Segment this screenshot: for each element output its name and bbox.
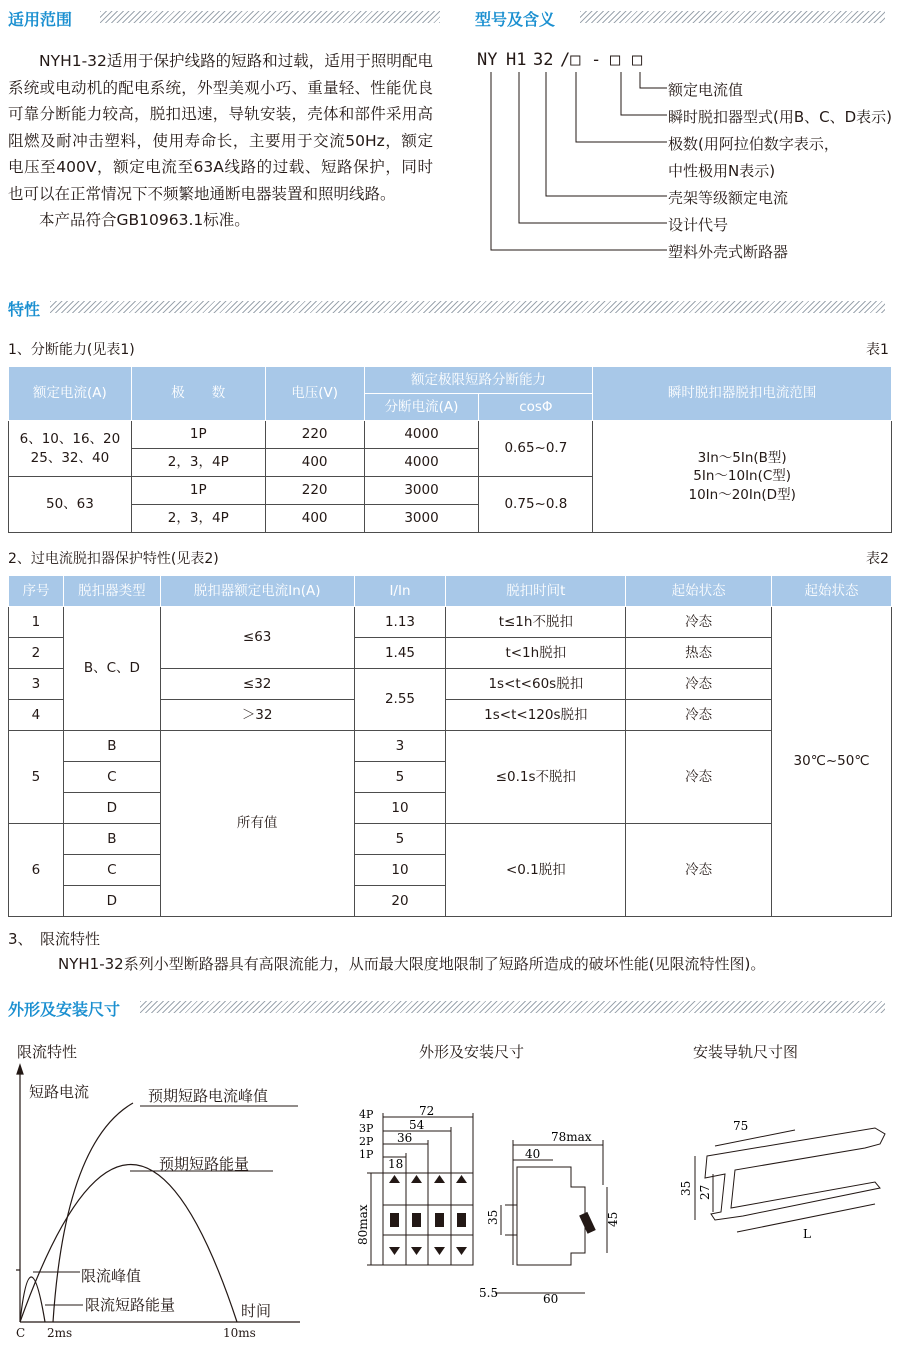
terminal-arrow [411,1247,422,1255]
rail-drawing [675,1108,895,1253]
breaker-handle [457,1213,466,1227]
limit-chart-title: 限流特性 [17,1043,78,1061]
rail-dim-35: 35 [679,1180,693,1196]
scope-title: 适用范围 [8,10,73,29]
t1-capacity: 3000 [364,477,479,505]
t2-ratio: 1.45 [354,638,446,669]
t2-time: <0.1脱扣 [446,824,626,917]
t1-capacity: 3000 [364,505,479,533]
table2-caption: 2、过电流脱扣器保护特性(见表2) [8,551,219,567]
t2-no: 3 [9,669,64,700]
rail-dim-75: 75 [733,1119,749,1133]
t1-poles: 1P [131,421,265,449]
outline-drawing [355,1105,645,1305]
model-code-ny: NY [477,50,498,70]
terminal-arrow [456,1247,467,1255]
t2-head-rated: 脱扣器额定电流In(A) [160,576,354,607]
t2-head-state: 起始状态 [626,576,772,607]
features-title-rule [50,301,885,313]
t1-current-a: 6、10、16、20 [19,431,121,448]
table2-tag: 表2 [866,551,889,567]
outline-title: 外形及安装尺寸 [419,1043,525,1061]
t1-poles: 1P [131,477,265,505]
model-leader-lines [470,68,670,268]
chart-x-tick-2ms: 2ms [47,1326,73,1340]
t2-state: 冷态 [626,669,772,700]
t2-head-no: 序号 [9,576,64,607]
terminal-arrow [389,1175,400,1183]
model-label-frame: 壳架等级额定电流 [668,189,789,207]
dim-18: 18 [388,1157,404,1171]
t2-no: 2 [9,638,64,669]
dim-35: 35 [486,1209,500,1225]
breaker-handle [435,1213,444,1227]
y-axis-arrow [17,1065,23,1074]
t1-current-c: 50、63 [9,477,132,533]
t1-head-capacity-group: 额定极限短路分断能力 [364,367,593,394]
terminal-arrow [389,1247,400,1255]
t2-type: B [63,824,160,855]
t1-head-voltage: 电压(V) [265,367,364,421]
breaking-capacity-table [8,366,892,533]
scope-paragraph-1: NYH1-32适用于保护线路的短路和过载，适用于照明配电系统或电动机的配电系统，外型美观小巧、重量轻、性能优良可靠分断能力较高，脱扣迅速，导轨安装，壳体和部件采用高阻燃及耐冲击塑料，使用寿命长，主要用于交流50Hz，额定电压至400V，额定电流至63A线路的过载、短路保护，同时也可以在正常情况下不频繁地通断电器装置和照明线路。 [8,52,433,203]
scope-text [8,48,433,234]
rail-dim-27: 27 [698,1184,712,1200]
t2-head-state-2: 起始状态 [772,576,892,607]
t2-rated: ≤63 [160,607,354,669]
chart-x-origin: C [16,1326,26,1340]
t1-head-cos: cosΦ [479,394,593,421]
chart-limit-energy-label: 限流短路能量 [85,1296,176,1314]
t1-head-current: 额定电流(A) [9,367,132,421]
model-label-design: 设计代号 [668,216,729,234]
breaker-handle [390,1213,399,1227]
breaker-handle [412,1213,421,1227]
dim-72: 72 [419,1105,435,1118]
t1-head-poles: 极 数 [131,367,265,421]
t2-temp: 30℃~50℃ [772,607,892,917]
t2-no: 6 [9,824,64,917]
t2-no: 1 [9,607,64,638]
t2-ratio: 5 [354,762,446,793]
model-label-trip: 瞬时脱扣器型式(用B、C、D表示) [668,108,893,126]
t2-time: 1s<t<60s脱扣 [446,669,626,700]
t2-ratio: 5 [354,824,446,855]
model-code-current: □ [632,50,643,70]
t2-type: C [63,762,160,793]
dim-5-5: 5.5 [479,1286,499,1300]
dim-45: 45 [606,1211,620,1227]
terminal-arrow [456,1175,467,1183]
chart-energy-label: 预期短路能量 [159,1155,250,1173]
terminal-arrow [434,1175,445,1183]
overcurrent-table [8,575,892,917]
t1-trip-b: 3In～5In(B型) [697,450,787,467]
t2-type: D [63,793,160,824]
t1-trip-c: 5In～10In(C型) [693,468,792,485]
dim-60: 60 [543,1292,559,1305]
t1-trip-d: 10In～20In(D型) [688,486,796,503]
dim-40: 40 [525,1147,541,1161]
t1-voltage: 220 [265,477,364,505]
table-row [9,421,132,477]
limiting-caption: 3、 限流特性 [8,930,101,948]
t2-no: 5 [9,731,64,824]
table1-tag: 表1 [866,342,889,358]
rail-profile [705,1128,885,1220]
t2-ratio: 3 [354,731,446,762]
model-label-mccb: 塑料外壳式断路器 [668,243,789,261]
dimensions-title: 外形及安装尺寸 [8,1000,121,1019]
terminal-arrow [411,1175,422,1183]
t2-ratio: 1.13 [354,607,446,638]
chart-x-tick-10ms: 10ms [223,1326,256,1340]
rail-dim-L: L [803,1227,811,1241]
t2-state: 冷态 [626,607,772,638]
t2-state: 热态 [626,638,772,669]
t1-poles: 2，3，4P [131,449,265,477]
t1-poles: 2，3，4P [131,505,265,533]
t2-ratio: 10 [354,793,446,824]
model-title-rule [580,11,885,23]
chart-peak-label: 预期短路电流峰值 [148,1087,269,1105]
t2-head-time: 脱扣时间t [446,576,626,607]
t1-voltage: 220 [265,421,364,449]
t2-ratio: 2.55 [354,669,446,731]
breaker-side-body [517,1167,585,1265]
model-code-poles: /□ [560,50,581,70]
pole-label-3p: 3P [359,1122,374,1135]
pole-label-1p: 1P [359,1148,374,1161]
t2-type: C [63,855,160,886]
t1-cos: 0.65~0.7 [479,421,593,477]
t1-head-trip-range: 瞬时脱扣器脱扣电流范围 [593,367,892,421]
side-handle [579,1212,596,1234]
limited-current-curve [20,1277,45,1322]
t2-ratio: 20 [354,886,446,917]
dimensions-title-rule [140,1001,885,1013]
limiting-text: NYH1-32系列小型断路器具有高限流能力，从而最大限度地限制了短路所造成的破坏性能(见限流特性图)。 [58,955,766,973]
model-title: 型号及含义 [475,10,556,29]
t2-state: 冷态 [626,731,772,824]
model-code-dash: - [591,50,602,70]
table1-caption: 1、分断能力(见表1) [8,342,135,358]
model-code-32: 32 [533,50,554,70]
t1-voltage: 400 [265,505,364,533]
model-label-poles: 极数(用阿拉伯数字表示， [668,135,839,153]
t1-head-capacity: 分断电流(A) [364,394,479,421]
t2-state: 冷态 [626,700,772,731]
t2-head-type: 脱扣器类型 [63,576,160,607]
t2-ratio: 10 [354,855,446,886]
dim-54: 54 [409,1118,425,1132]
t2-time: t<1h脱扣 [446,638,626,669]
t2-rated: ≤32 [160,669,354,700]
model-label-neutral: 中性极用N表示) [668,162,776,180]
scope-title-rule [100,11,440,23]
chart-xlabel: 时间 [241,1302,272,1320]
t1-current-b: 25、32、40 [30,449,110,466]
limit-chart [5,1062,305,1347]
t2-type: D [63,886,160,917]
t1-capacity: 4000 [364,421,479,449]
pole-label-2p: 2P [359,1135,374,1148]
t2-rated: ＞32 [160,700,354,731]
t2-type: B [63,731,160,762]
energy-curve [53,1103,133,1322]
dim-78max: 78max [551,1130,592,1144]
chart-ylabel: 短路电流 [29,1083,90,1101]
t2-time: t≤1h不脱扣 [446,607,626,638]
model-label-current: 额定电流值 [668,81,744,99]
model-code-trip: □ [610,50,621,70]
rail-title: 安装导轨尺寸图 [693,1043,799,1061]
scope-paragraph-2: 本产品符合GB10963.1标准。 [39,211,250,229]
t1-cos: 0.75~0.8 [479,477,593,533]
t2-type: B、C、D [63,607,160,731]
chart-limit-peak-label: 限流峰值 [81,1267,142,1285]
features-title: 特性 [8,300,41,319]
model-code-h1: H1 [506,50,527,70]
dim-80max: 80max [356,1204,370,1245]
t2-rated-all: 所有值 [160,731,354,917]
t1-capacity: 4000 [364,449,479,477]
t1-voltage: 400 [265,449,364,477]
t1-trip-ranges [593,421,892,533]
terminal-arrow [434,1247,445,1255]
dim-36: 36 [397,1131,413,1145]
pole-label-4p: 4P [359,1108,374,1121]
t2-no: 4 [9,700,64,731]
t2-time: ≤0.1s不脱扣 [446,731,626,824]
t2-head-ratio: I/In [354,576,446,607]
t2-time: 1s<t<120s脱扣 [446,700,626,731]
t2-state: 冷态 [626,824,772,917]
